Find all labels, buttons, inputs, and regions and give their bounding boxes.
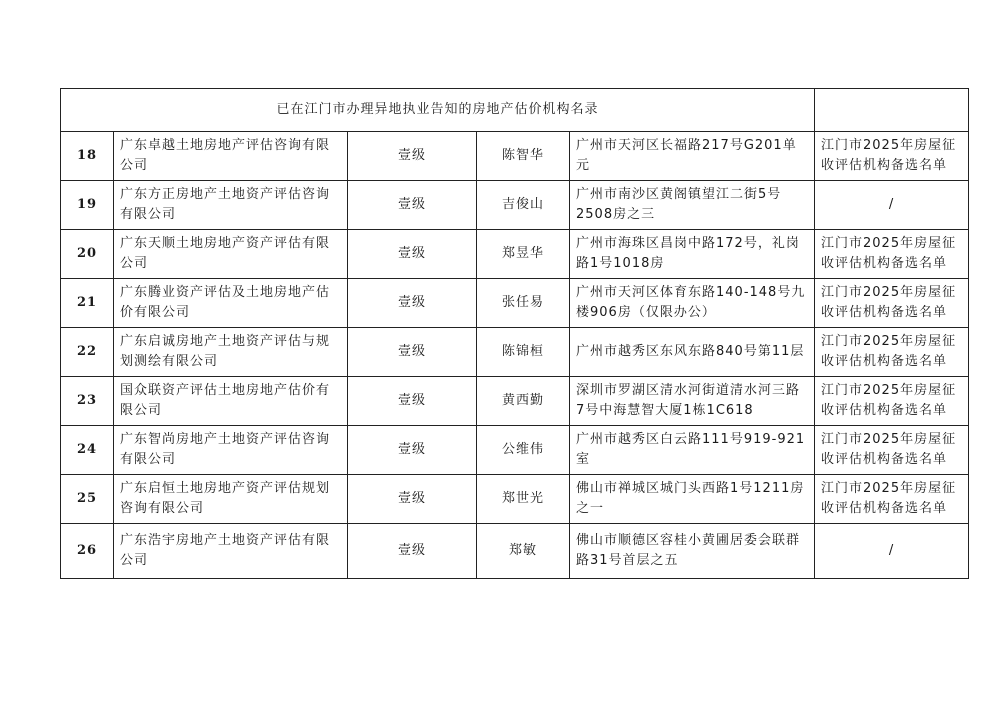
agency-address-cell: 深圳市罗湖区清水河街道清水河三路7号中海慧智大厦1栋1C618 — [570, 377, 815, 426]
agency-name-cell: 广东启诚房地产土地资产评估与规划测绘有限公司 — [114, 328, 348, 377]
agency-address-cell: 广州市南沙区黄阁镇望江二街5号2508房之三 — [570, 181, 815, 230]
agency-registry-table — [60, 88, 969, 579]
agency-name-cell: 广东启恒土地房地产资产评估规划咨询有限公司 — [114, 475, 348, 524]
qualification-grade-cell: 壹级 — [348, 524, 477, 579]
table-row — [61, 328, 969, 377]
agency-name-cell: 广东方正房地产土地资产评估咨询有限公司 — [114, 181, 348, 230]
responsible-person-cell: 公维伟 — [477, 426, 570, 475]
table-title: 已在江门市办理异地执业告知的房地产估价机构名录 — [61, 89, 815, 132]
table-row — [61, 132, 969, 181]
remark-cell: 江门市2025年房屋征收评估机构备选名单 — [815, 426, 969, 475]
row-number-cell: 19 — [61, 181, 114, 230]
remark-cell: 江门市2025年房屋征收评估机构备选名单 — [815, 377, 969, 426]
agency-address-cell: 广州市越秀区白云路111号919-921室 — [570, 426, 815, 475]
responsible-person-cell: 陈智华 — [477, 132, 570, 181]
table-row — [61, 279, 969, 328]
qualification-grade-cell: 壹级 — [348, 230, 477, 279]
row-number-cell: 21 — [61, 279, 114, 328]
row-number-cell: 22 — [61, 328, 114, 377]
responsible-person-cell: 郑敏 — [477, 524, 570, 579]
agency-name-cell: 广东腾业资产评估及土地房地产估价有限公司 — [114, 279, 348, 328]
remark-cell: 江门市2025年房屋征收评估机构备选名单 — [815, 475, 969, 524]
table-row — [61, 426, 969, 475]
remark-cell: 江门市2025年房屋征收评估机构备选名单 — [815, 230, 969, 279]
row-number-cell: 25 — [61, 475, 114, 524]
remark-cell: / — [815, 181, 969, 230]
agency-address-cell: 广州市天河区体育东路140-148号九楼906房（仅限办公） — [570, 279, 815, 328]
row-number-cell: 20 — [61, 230, 114, 279]
row-number-cell: 26 — [61, 524, 114, 579]
agency-address-cell: 广州市海珠区昌岗中路172号，礼岗路1号1018房 — [570, 230, 815, 279]
agency-address-cell: 佛山市顺德区容桂小黄圃居委会联群路31号首层之五 — [570, 524, 815, 579]
table-row — [61, 475, 969, 524]
responsible-person-cell: 黄西勤 — [477, 377, 570, 426]
responsible-person-cell: 郑世光 — [477, 475, 570, 524]
responsible-person-cell: 张任易 — [477, 279, 570, 328]
agency-name-cell: 广东卓越土地房地产评估咨询有限公司 — [114, 132, 348, 181]
responsible-person-cell: 吉俊山 — [477, 181, 570, 230]
row-number-cell: 23 — [61, 377, 114, 426]
table-title-row — [61, 89, 969, 132]
qualification-grade-cell: 壹级 — [348, 426, 477, 475]
agency-address-cell: 佛山市禅城区城门头西路1号1211房之一 — [570, 475, 815, 524]
table-row — [61, 377, 969, 426]
agency-name-cell: 广东浩宇房地产土地资产评估有限公司 — [114, 524, 348, 579]
remark-cell: 江门市2025年房屋征收评估机构备选名单 — [815, 132, 969, 181]
agency-address-cell: 广州市天河区长福路217号G201单元 — [570, 132, 815, 181]
responsible-person-cell: 郑昱华 — [477, 230, 570, 279]
row-number-cell: 24 — [61, 426, 114, 475]
title-blank-cell — [815, 89, 969, 132]
row-number-cell: 18 — [61, 132, 114, 181]
qualification-grade-cell: 壹级 — [348, 132, 477, 181]
agency-address-cell: 广州市越秀区东风东路840号第11层 — [570, 328, 815, 377]
remark-cell: 江门市2025年房屋征收评估机构备选名单 — [815, 279, 969, 328]
agency-name-cell: 广东智尚房地产土地资产评估咨询有限公司 — [114, 426, 348, 475]
responsible-person-cell: 陈锦桓 — [477, 328, 570, 377]
remark-cell: / — [815, 524, 969, 579]
qualification-grade-cell: 壹级 — [348, 328, 477, 377]
agency-name-cell: 国众联资产评估土地房地产估价有限公司 — [114, 377, 348, 426]
table-row — [61, 181, 969, 230]
remark-cell: 江门市2025年房屋征收评估机构备选名单 — [815, 328, 969, 377]
qualification-grade-cell: 壹级 — [348, 279, 477, 328]
qualification-grade-cell: 壹级 — [348, 181, 477, 230]
table-row — [61, 230, 969, 279]
agency-name-cell: 广东天顺土地房地产资产评估有限公司 — [114, 230, 348, 279]
table-row — [61, 524, 969, 579]
qualification-grade-cell: 壹级 — [348, 475, 477, 524]
qualification-grade-cell: 壹级 — [348, 377, 477, 426]
